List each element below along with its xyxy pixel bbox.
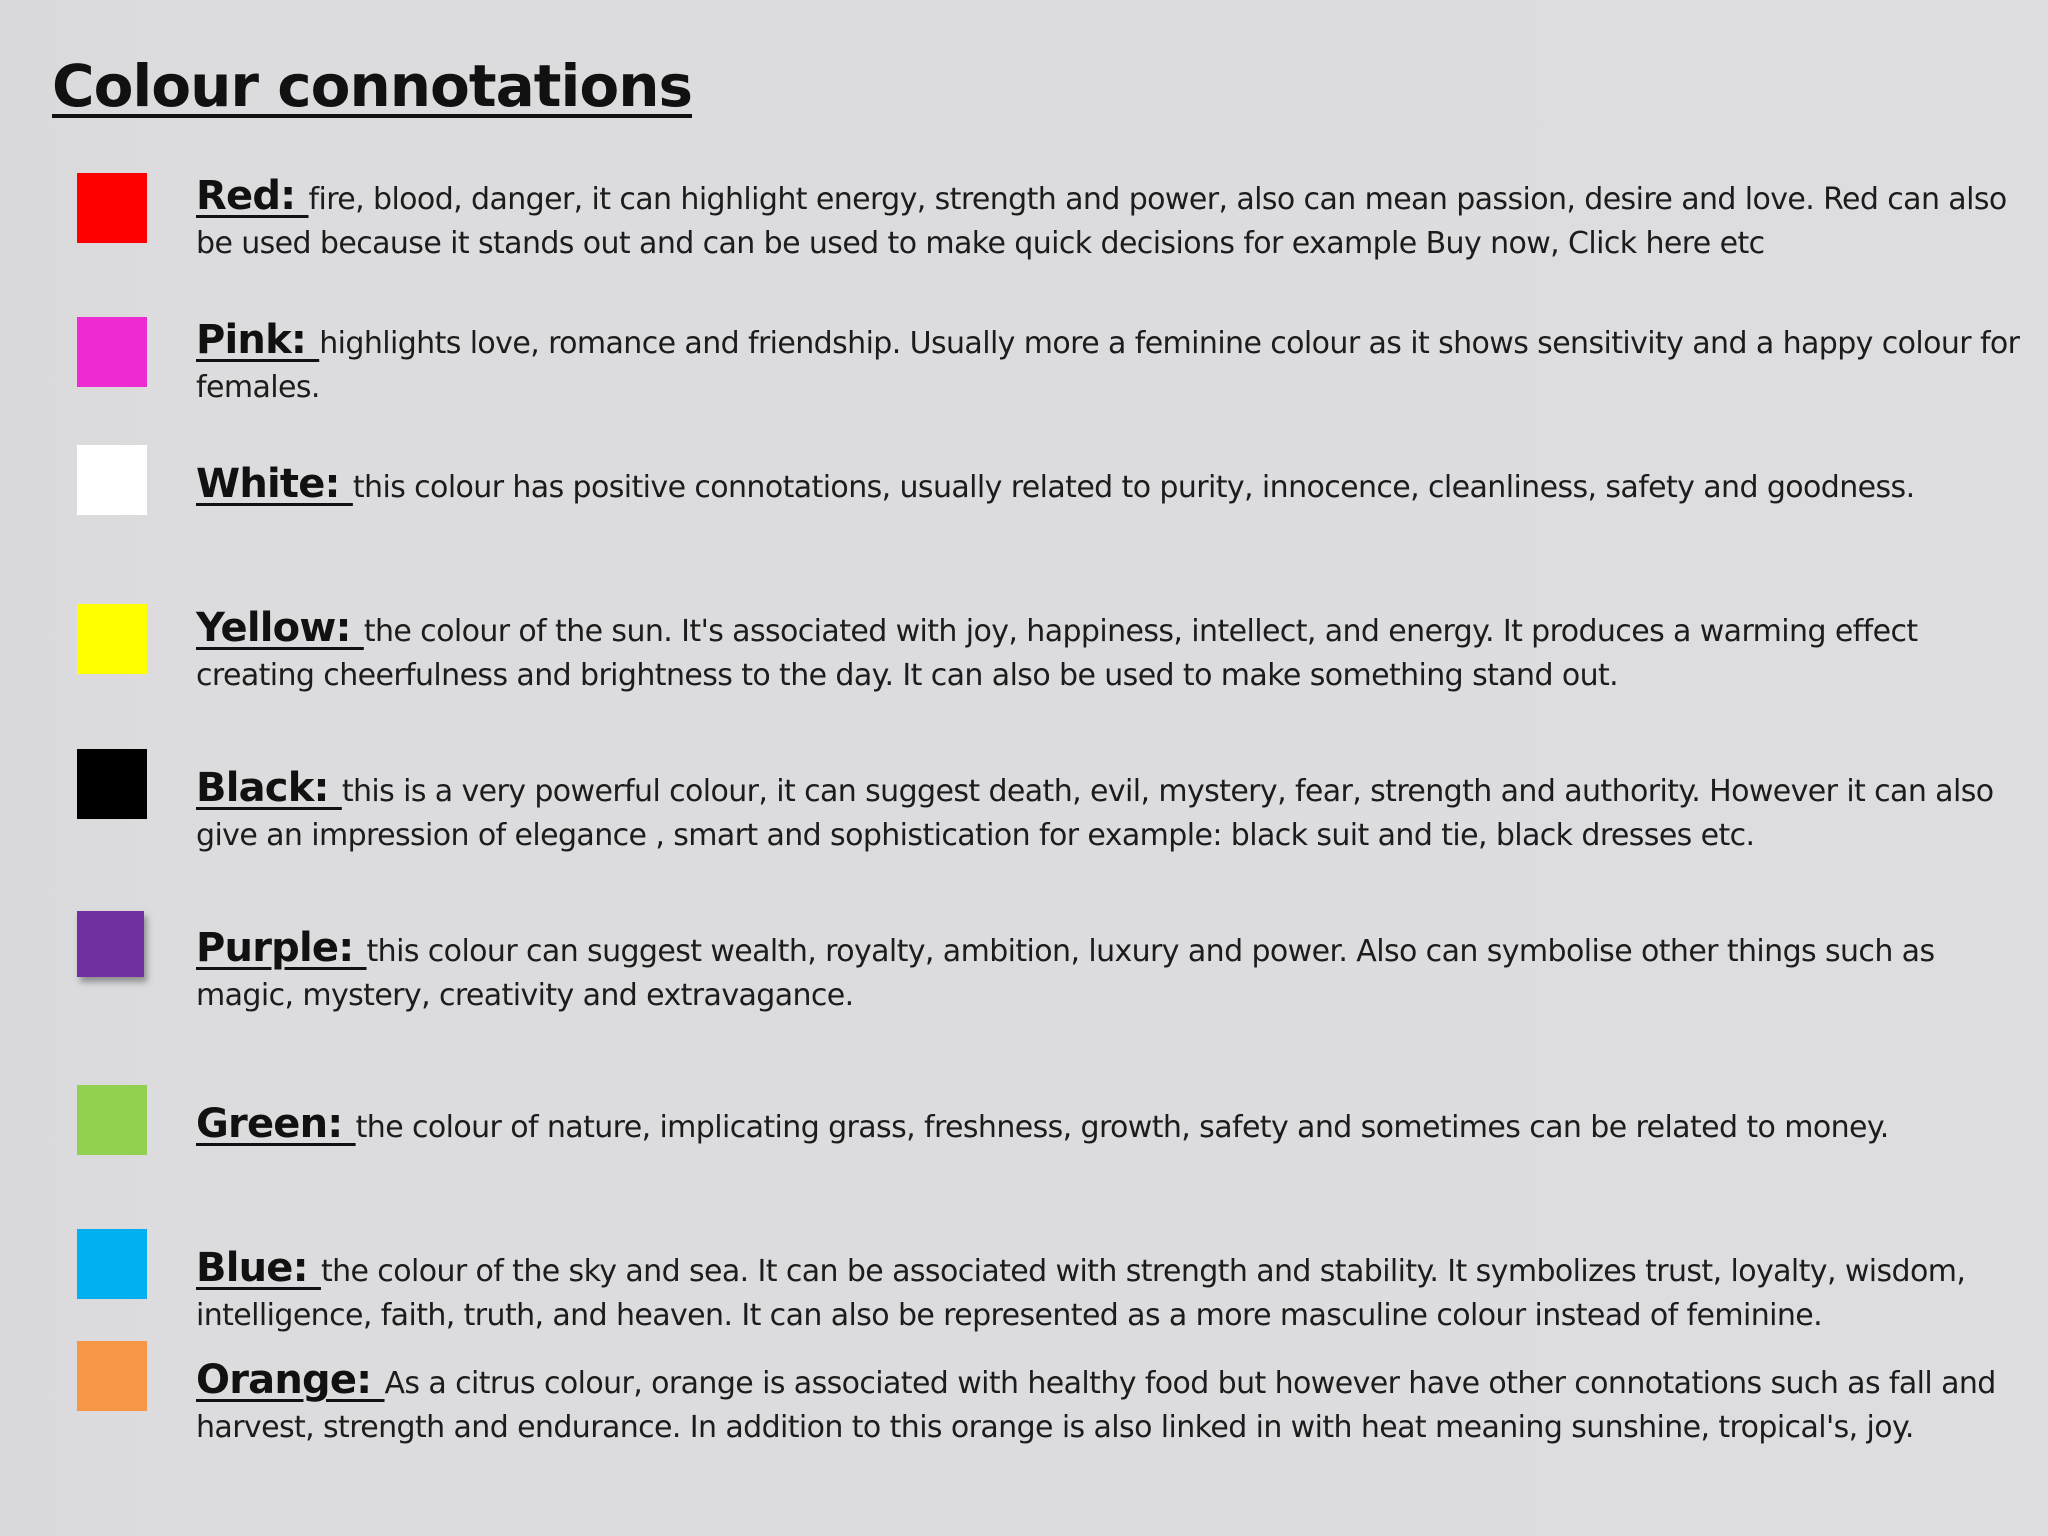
black-swatch — [77, 749, 147, 819]
black-entry — [196, 766, 2026, 858]
red-label: Red: — [196, 173, 309, 219]
orange-description: As a citrus colour, orange is associated with healthy food but however have other connotations such as fall and harvest, strength and endurance. In addition to this orange is also linked in with heat meaning sunshine, tropical's, joy. — [196, 1366, 1996, 1445]
white-description: this colour has positive connotations, usually related to purity, innocence, cleanliness, safety and goodness. — [352, 470, 1915, 505]
blue-description: the colour of the sky and sea. It can be associated with strength and stability. It symbolizes trust, loyalty, wisdom, intelligence, faith, truth, and heaven. It can also be represented as a more masculine colour instead of feminine. — [196, 1254, 1966, 1333]
pink-description: highlights love, romance and friendship. Usually more a feminine colour as it shows sensitivity and a happy colour for females. — [196, 326, 2020, 405]
white-swatch — [77, 445, 147, 515]
red-entry — [196, 174, 2026, 266]
orange-swatch — [77, 1341, 147, 1411]
purple-description: this colour can suggest wealth, royalty, ambition, luxury and power. Also can symbolise other things such as magic, mystery, creativity and extravagance. — [196, 934, 1935, 1013]
red-swatch — [77, 173, 147, 243]
purple-entry — [196, 926, 2026, 1018]
green-description: the colour of nature, implicating grass, freshness, growth, safety and sometimes can be related to money. — [355, 1110, 1889, 1145]
green-label: Green: — [196, 1101, 356, 1147]
pink-entry — [196, 318, 2026, 410]
black-description: this is a very powerful colour, it can suggest death, evil, mystery, fear, strength and authority. However it can also give an impression of elegance , smart and sophistication for example: black suit and tie, black dresses etc. — [196, 774, 1994, 853]
white-entry — [196, 462, 2026, 510]
pink-label: Pink: — [196, 317, 320, 363]
black-label: Black: — [196, 765, 342, 811]
blue-entry — [196, 1246, 2026, 1338]
white-label: White: — [196, 461, 353, 507]
purple-label: Purple: — [196, 925, 367, 971]
blue-swatch — [77, 1229, 147, 1299]
pink-swatch — [77, 317, 147, 387]
yellow-swatch — [77, 604, 147, 674]
green-entry — [196, 1102, 2026, 1150]
red-description: fire, blood, danger, it can highlight energy, strength and power, also can mean passion, desire and love. Red can also be used because it stands out and can be used to make quick decisions for example Buy now, Click here etc — [196, 182, 2007, 261]
yellow-description: the colour of the sun. It's associated with joy, happiness, intellect, and energy. It produces a warming effect creating cheerfulness and brightness to the day. It can also be used to make something stand out. — [196, 614, 1918, 693]
blue-label: Blue: — [196, 1245, 321, 1291]
orange-label: Orange: — [196, 1357, 385, 1403]
page-title: Colour connotations — [52, 52, 693, 120]
green-swatch — [77, 1085, 147, 1155]
yellow-entry — [196, 606, 2026, 698]
yellow-label: Yellow: — [196, 605, 364, 651]
purple-swatch — [77, 911, 144, 977]
orange-entry — [196, 1358, 2026, 1450]
